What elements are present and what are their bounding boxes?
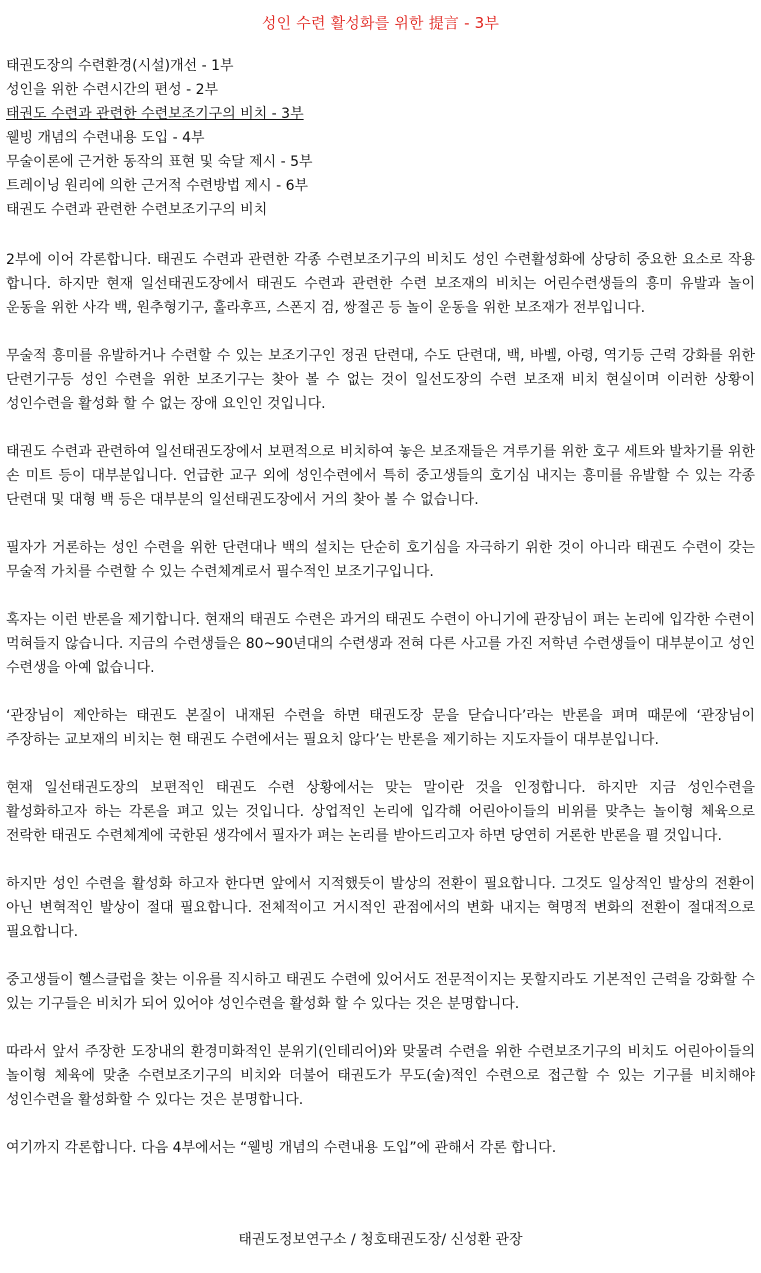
paragraph: 무술적 흥미를 유발하거나 수련할 수 있는 보조기구인 정권 단련대, 수도 단련대, 백, 바벨, 아령, 역기등 근력 강화를 위한 단련기구등 성인 수련을 위한 보조기구는 찾아 볼 수 없는 것이 일선도장의 수련 보조재 비치 현실이며 이러한 상황이 성인수련을 활성화 할 수 없는 장애 요인인 것입니다. xyxy=(6,348,755,412)
toc-item-part5: 무술이론에 근거한 동작의 표현 및 숙달 제시 - 5부 xyxy=(6,154,313,170)
paragraph: 현재 일선태권도장의 보편적인 태권도 수련 상황에서는 맞는 말이란 것을 인정합니다. 하지만 지금 성인수련을 활성화하고자 하는 각론을 펴고 있는 것입니다. 상업적인 논리에 입각해 어린아이들의 비위를 맞추는 놀이형 체육으로 전락한 태권도 수련체계에 국한된 생각에서 필자가 펴는 논리를 받아드리고자 하면 당연히 거론한 반론을 펼 것입니다. xyxy=(6,780,755,844)
paragraph: 여기까지 각론합니다. 다음 4부에서는 “웰빙 개념의 수련내용 도입”에 관해서 각론 합니다. xyxy=(6,1140,557,1156)
document-title: 성인 수련 활성화를 위한 提言 - 3부 xyxy=(261,14,500,32)
paragraph: 하지만 성인 수련을 활성화 하고자 한다면 앞에서 지적했듯이 발상의 전환이 필요합니다. 그것도 일상적인 발상의 전환이 아닌 변혁적인 발상이 절대 필요합니다. 전체적이고 거시적인 관점에서의 변화 내지는 혁명적 변화의 전환이 절대적으로 필요합니다. xyxy=(6,876,755,940)
paragraph: 태권도 수련과 관련하여 일선태권도장에서 보편적으로 비치하여 놓은 보조재들은 겨루기를 위한 호구 세트와 발차기를 위한 손 미트 등이 대부분입니다. 언급한 교구 외에 성인수련에서 특히 중고생들의 호기심 내지는 흥미를 유발할 수 있는 각종 단련대 및 대형 백 등은 대부분의 일선태권도장에서 거의 찾아 볼 수 없습니다. xyxy=(6,444,755,508)
toc-item-part3-current[interactable]: 태권도 수련과 관련한 수련보조기구의 비치 - 3부 xyxy=(6,106,304,122)
paragraph: 필자가 거론하는 성인 수련을 위한 단련대나 백의 설치는 단순히 호기심을 자극하기 위한 것이 아니라 태권도 수련이 갖는 무술적 가치를 수련할 수 있는 수련체계로서 필수적인 보조기구입니다. xyxy=(6,540,755,580)
toc-item-part2: 성인을 위한 수련시간의 편성 - 2부 xyxy=(6,82,219,98)
toc-item-part4: 웰빙 개념의 수련내용 도입 - 4부 xyxy=(6,130,205,146)
paragraph: 2부에 이어 각론합니다. 태권도 수련과 관련한 각종 수련보조기구의 비치도 성인 수련활성화에 상당히 중요한 요소로 작용 합니다. 하지만 현재 일선태권도장에서 태권도 수련과 관련한 수련 보조재의 비치는 어린수련생들의 흥미 유발과 놀이 운동을 위한 사각 백, 원추형기구, 훌라후프, 스폰지 검, 쌍절곤 등 놀이 운동을 위한 보조재가 전부입니다. xyxy=(6,252,755,316)
toc-item-part6: 트레이닝 원리에 의한 근거적 수련방법 제시 - 6부 xyxy=(6,178,309,194)
paragraph: 혹자는 이런 반론을 제기합니다. 현재의 태권도 수련은 과거의 태권도 수련이 아니기에 관장님이 펴는 논리에 입각한 수련이 먹혀들지 않습니다. 지금의 수련생들은 80~90년대의 수련생과 전혀 다른 사고를 가진 저학년 수련생들이 대부분이고 성인 수련생을 아예 없습니다. xyxy=(6,612,755,676)
article-body xyxy=(6,248,755,1160)
author-signature: 태권도정보연구소 / 청호태권도장/ 신성환 관장 xyxy=(238,1232,523,1248)
toc-item-part1: 태권도장의 수련환경(시설)개선 - 1부 xyxy=(6,58,234,74)
paragraph: ‘관장님이 제안하는 태권도 본질이 내재된 수련을 하면 태권도장 문을 닫습니다’라는 반론을 펴며 때문에 ‘관장님이 주장하는 교보재의 비치는 현 태권도 수련에서는 필요치 않다’는 반론을 제기하는 지도자들이 대부분입니다. xyxy=(6,708,755,748)
paragraph: 따라서 앞서 주장한 도장내의 환경미화적인 분위기(인테리어)와 맞물려 수련을 위한 수련보조기구의 비치도 어린아이들의 놀이형 체육에 맞춘 수련보조기구의 비치와 더불어 태권도가 무도(술)적인 수련으로 접근할 수 있는 기구를 비치해야 성인수련을 활성화할 수 있다는 것은 분명합니다. xyxy=(6,1044,755,1108)
paragraph: 중고생들이 헬스클럽을 찾는 이유를 직시하고 태권도 수련에 있어서도 전문적이지는 못할지라도 기본적인 근력을 강화할 수 있는 기구들은 비치가 되어 있어야 성인수련을 활성화 할 수 있다는 것은 분명합니다. xyxy=(6,972,755,1012)
series-toc xyxy=(6,54,755,222)
section-heading: 태권도 수련과 관련한 수련보조기구의 비치 xyxy=(6,202,268,218)
